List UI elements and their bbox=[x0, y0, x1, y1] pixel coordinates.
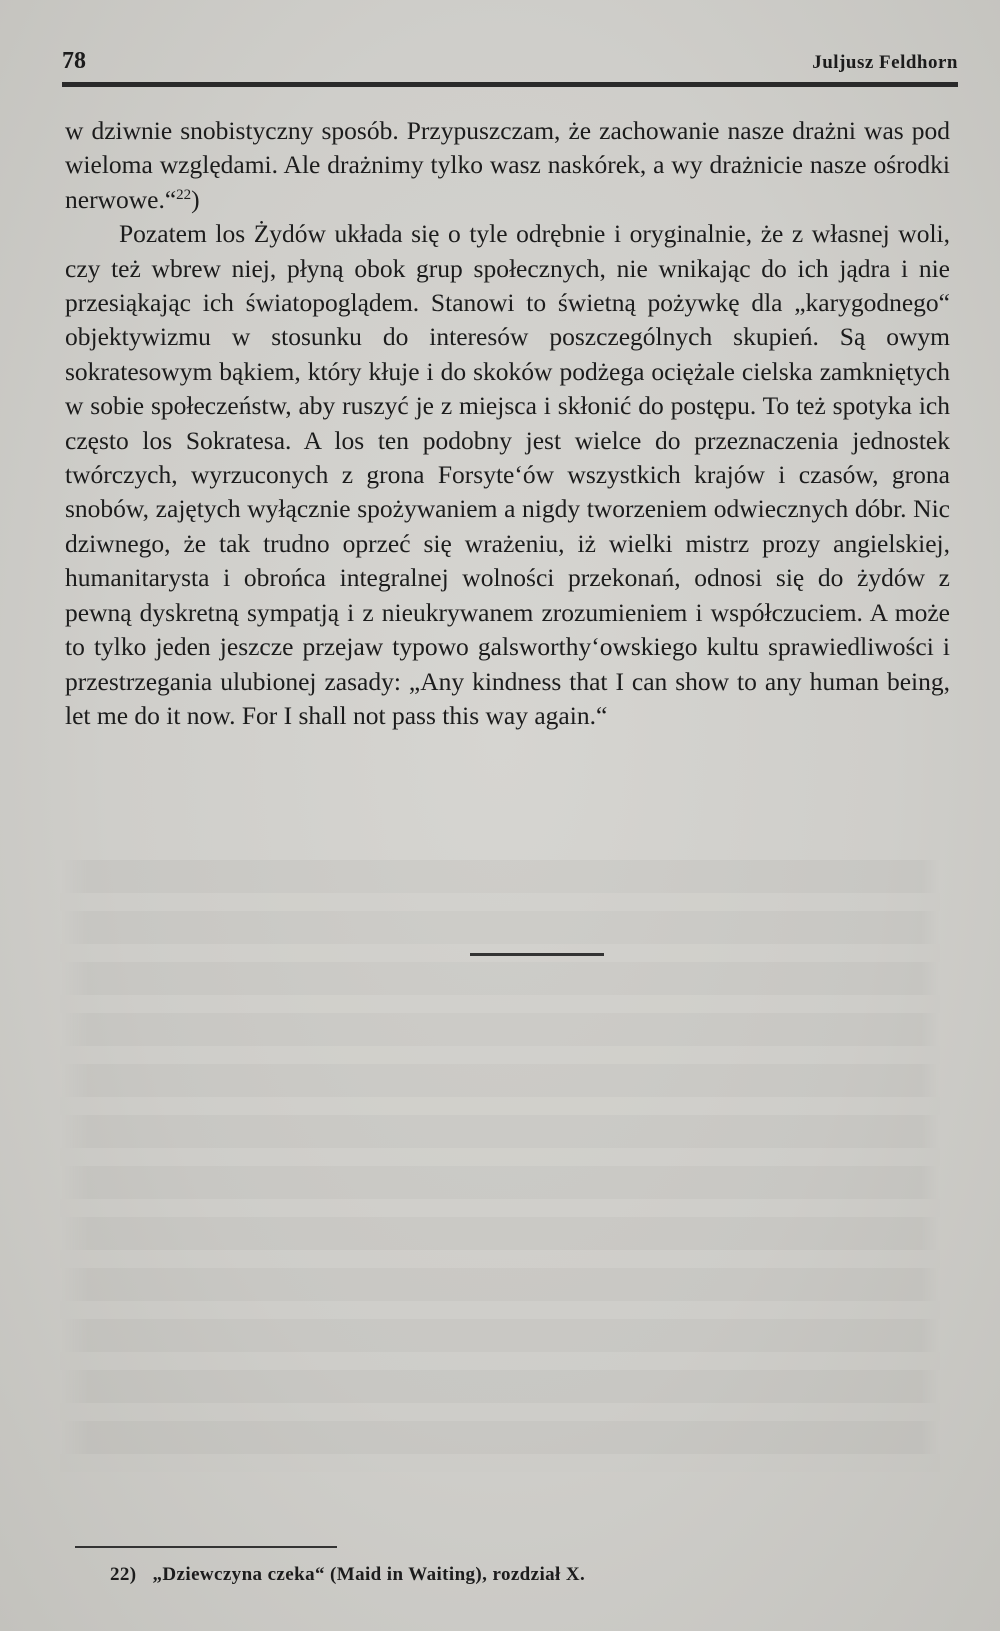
show-through-from-reverse-page bbox=[60, 860, 940, 1472]
header-rule bbox=[62, 82, 958, 87]
paragraph-1-end: ) bbox=[191, 184, 200, 214]
paragraph-1 bbox=[65, 114, 950, 217]
paragraph-1-text: w dziwnie snobistyczny sposób. Przypuszczam, że zachowanie nasze drażni was pod wieloma względami. Ale drażnimy tylko wasz naskórek, a wy drażnicie nasze ośrodki nerwowe.“ bbox=[65, 116, 950, 214]
footnote bbox=[110, 1564, 585, 1586]
footnote-text: „Dziewczyna czeka“ (Maid in Waiting), rozdział X. bbox=[152, 1564, 586, 1585]
footnote-reference: 22 bbox=[176, 186, 192, 203]
paragraph-2: Pozatem los Żydów układa się o tyle odrębnie i oryginalnie, że z własnej woli, czy też wbrew niej, płyną obok grup społecznych, nie wnikając do ich jądra i nie przesiąkając ich światopoglądem. Stanowi to świetną pożywkę dla „karygodnego“ objektywizmu w stosunku do interesów poszczególnych skupień. Są owym sokratesowym bąkiem, który kłuje i do skoków podżega ociężale cielska zamkniętych w sobie społeczeństw, aby ruszyć je z miejsca i skłonić do postępu. To też spotyka ich często los Sokratesa. A los ten podobny jest wielce do przeznaczenia jednostek twórczych, wyrzuconych z grona Forsyte‘ów wszystkich krajów i czasów, grona snobów, zajętych wyłącznie spożywaniem a nigdy tworzeniem odwiecznych dóbr. Nic dziwnego, że tak trudno oprzeć się wrażeniu, iż wielki mistrz prozy angielskiej, humanitarysta i obrońca integralnej wolności przekonań, odnosi się do żydów z pewną dyskretną sympatją i z nieukrywanem zrozumieniem i współczuciem. A może to tylko jeden jeszcze przejaw typowo galsworthy‘owskiego kultu sprawiedliwości i przestrzegania ulubionej zasady: „Any kindness that I can show to any human being, let me do it now. For I shall not pass this way again.“ bbox=[65, 219, 950, 730]
body-text bbox=[65, 114, 950, 733]
footnote-number: 22) bbox=[110, 1564, 137, 1585]
page-header bbox=[62, 48, 958, 80]
footnote-rule bbox=[75, 1546, 337, 1548]
page-number: 78 bbox=[62, 48, 86, 74]
section-divider-rule bbox=[470, 953, 604, 956]
running-head-author: Juljusz Feldhorn bbox=[812, 52, 958, 73]
